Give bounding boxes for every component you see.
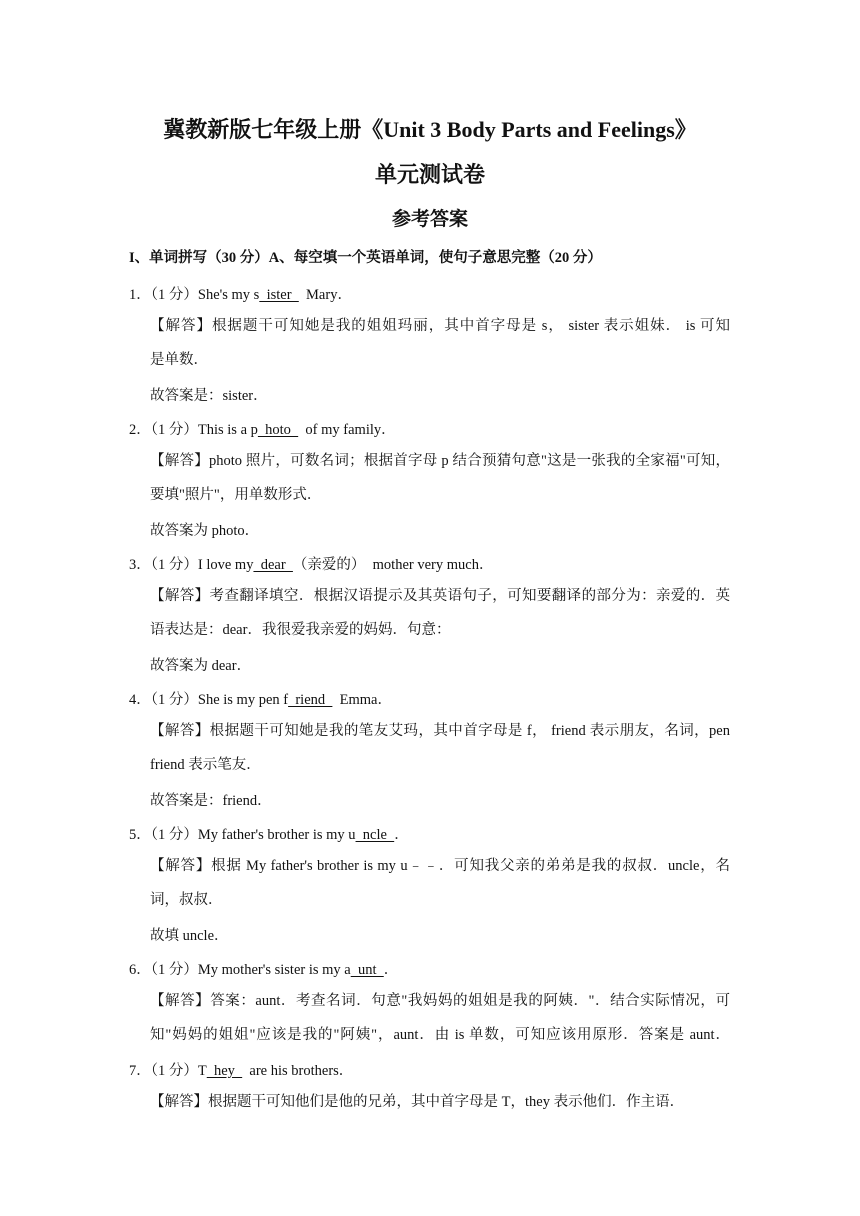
question-score: （1 分） — [150, 557, 198, 573]
answer-blank: ister — [259, 287, 299, 303]
question-number: 5． — [129, 827, 151, 843]
final-answer-4: 故答案是：friend． — [150, 793, 272, 809]
question-score: （1 分） — [150, 422, 198, 438]
question-number: 3． — [129, 557, 151, 573]
explanation-line: 【解答】根据题干可知她是我的笔友艾玛，其中首字母是 f， friend 表示朋友，名词，pen — [150, 723, 730, 739]
explanation-line: 词，叔叔． — [150, 892, 223, 908]
explanation-line: 【解答】根据题干可知他们是他的兄弟，其中首字母是 T，they 表示他们．作主语． — [150, 1094, 685, 1110]
answer-blank: hey — [206, 1063, 243, 1079]
question-text-post: ． — [383, 962, 399, 978]
question-3 — [129, 553, 493, 574]
question-7 — [129, 1059, 353, 1080]
question-number: 6． — [129, 962, 151, 978]
question-score: （1 分） — [150, 1063, 198, 1079]
answer-blank: hoto — [257, 422, 299, 438]
section-heading: I、单词拼写（30 分）A、每空填一个英语单词，使句子意思完整（20 分） — [129, 250, 602, 266]
final-answer-1: 故答案是：sister． — [150, 388, 268, 404]
explanation-line: 是单数． — [150, 352, 208, 368]
question-number: 1． — [129, 287, 151, 303]
explanation-line: 【解答】根据题干可知她是我的姐姐玛丽，其中首字母是 s， sister 表示姐妹． is 可知 — [150, 318, 730, 334]
answer-blank: riend — [288, 692, 333, 708]
explanation-2 — [150, 444, 730, 512]
question-2 — [129, 418, 396, 439]
question-number: 7． — [129, 1063, 151, 1079]
title-line-2: 单元测试卷 — [374, 162, 485, 187]
explanation-line: friend 表示笔友． — [150, 757, 261, 773]
explanation-3 — [150, 579, 730, 647]
title-line-3: 参考答案 — [391, 209, 468, 230]
question-score: （1 分） — [150, 287, 198, 303]
question-number: 4． — [129, 692, 151, 708]
question-1 — [129, 283, 352, 304]
explanation-line: 【解答】考查翻译填空．根据汉语提示及其英语句子，可知要翻译的部分为：亲爱的．英 — [150, 588, 730, 604]
question-6 — [129, 958, 398, 979]
explanation-6 — [150, 984, 730, 1052]
question-text-post: Mary． — [298, 287, 352, 303]
title-line-1: 冀教新版七年级上册《Unit 3 Body Parts and Feelings》 — [163, 117, 697, 142]
question-text-pre: T — [197, 1063, 207, 1079]
question-text-pre: I love my — [197, 557, 254, 573]
question-text-pre: This is a p — [197, 422, 258, 438]
question-score: （1 分） — [150, 692, 198, 708]
explanation-4 — [150, 714, 730, 782]
answer-blank: unt — [350, 962, 384, 978]
explanation-7 — [150, 1085, 730, 1119]
question-text-pre: My mother's sister is my a — [197, 962, 351, 978]
explanation-1 — [150, 309, 730, 377]
final-answer-2: 故答案为 photo． — [150, 523, 260, 539]
question-score: （1 分） — [150, 827, 198, 843]
explanation-line: 知"妈妈的姐姐"应该是我的"阿姨"，aunt．由 is 单数，可知应该用原形．答案是 aunt． — [150, 1027, 730, 1043]
question-text-post: are his brothers． — [242, 1063, 354, 1079]
question-text-post: ． — [394, 827, 409, 843]
question-text-post: Emma． — [332, 692, 392, 708]
question-number: 2． — [129, 422, 151, 438]
explanation-line: 要填"照片"，用单数形式． — [150, 487, 322, 503]
answer-blank: ncle — [355, 827, 395, 843]
explanation-line: 【解答】photo 照片，可数名词；根据首字母 p 结合预猜句意"这是一张我的全家福"可知， — [150, 453, 730, 469]
explanation-line: 【解答】根据 My father's brother is my u﹣﹣．可知我父亲的弟弟是我的叔叔．uncle，名 — [150, 858, 730, 874]
final-answer-3: 故答案为 dear． — [150, 658, 252, 674]
explanation-5 — [150, 849, 730, 917]
question-text-post: of my family． — [298, 422, 396, 438]
question-text-pre: She is my pen f — [197, 692, 289, 708]
question-text-pre: My father's brother is my u — [197, 827, 356, 843]
question-score: （1 分） — [150, 962, 198, 978]
question-text-post: （亲爱的） mother very much． — [292, 557, 494, 573]
explanation-line: 语表达是：dear．我很爱我亲爱的妈妈．句意： — [150, 622, 451, 638]
question-4 — [129, 688, 392, 709]
question-5 — [129, 823, 409, 844]
question-text-pre: She's my s — [197, 287, 260, 303]
explanation-line: 【解答】答案：aunt．考查名词．句意"我妈妈的姐姐是我的阿姨．"．结合实际情况，可 — [150, 993, 730, 1009]
answer-blank: dear — [253, 557, 293, 573]
final-answer-5: 故填 uncle． — [150, 928, 229, 944]
